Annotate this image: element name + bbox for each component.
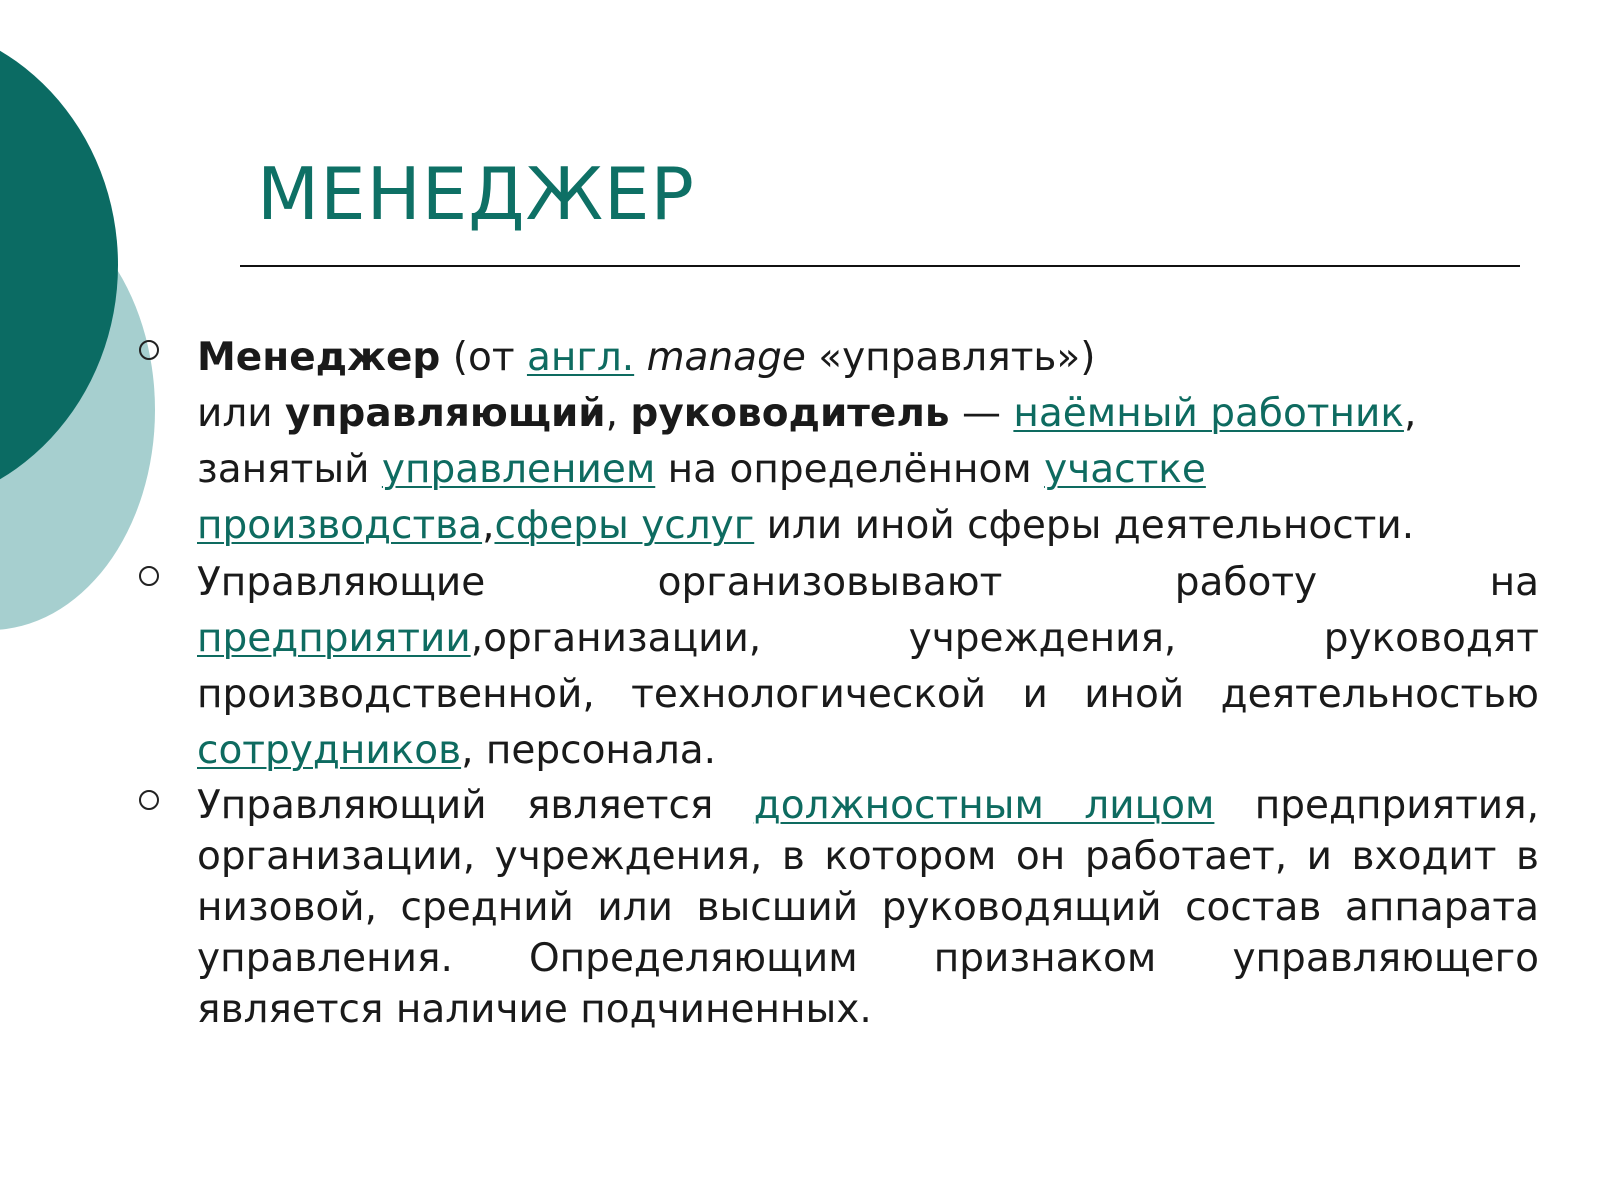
- bullet-icon: [139, 790, 159, 810]
- link-production[interactable]: производства: [197, 503, 483, 548]
- term-manager: Менеджер: [197, 335, 441, 380]
- bullet-icon: [139, 566, 159, 586]
- text: предприятия, организации, учреждения, в котором он работает, и входит в низовой, средний или высший руководящий состав аппарата управления. Определяющим признаком управляющего является наличие подчиненных.: [197, 783, 1539, 1032]
- text: (от: [440, 335, 527, 380]
- text: ,: [605, 391, 631, 436]
- link-official[interactable]: должностным лицом: [753, 783, 1215, 828]
- link-management[interactable]: управлением: [381, 447, 656, 492]
- text: на определённом: [655, 447, 1045, 492]
- term-upravlyayushchiy: управляющий: [285, 391, 606, 436]
- link-english[interactable]: англ.: [526, 335, 635, 380]
- text: «управлять»): [805, 335, 1096, 380]
- text: Управляющие организовывают работу на: [197, 560, 1539, 605]
- bullet-icon: [139, 340, 159, 360]
- title-divider: [240, 265, 1520, 267]
- link-services[interactable]: сферы услуг: [494, 503, 755, 548]
- term-rukovoditel: руководитель: [630, 391, 950, 436]
- official-paragraph: [197, 780, 1539, 1035]
- text: [634, 335, 646, 380]
- text: , персонала.: [461, 728, 717, 773]
- text: ,организации, учреждения, руководят производственной, технологической и иной деятельностью: [197, 616, 1539, 717]
- definition-paragraph: [197, 330, 1539, 554]
- text: или иной сферы деятельности.: [754, 503, 1415, 548]
- link-section[interactable]: участке: [1044, 447, 1206, 492]
- link-employees[interactable]: сотрудников: [197, 728, 462, 773]
- text: Управляющий является: [197, 783, 754, 828]
- text: ,: [482, 503, 495, 548]
- text: , занятый: [197, 391, 1417, 492]
- term-manage: manage: [646, 335, 806, 380]
- link-enterprise[interactable]: предприятии: [197, 616, 471, 661]
- text: —: [949, 391, 1014, 436]
- link-hired-worker[interactable]: наёмный работник: [1013, 391, 1404, 436]
- slide-title: МЕНЕДЖЕР: [257, 152, 695, 236]
- organization-paragraph: [197, 555, 1539, 779]
- text: или: [197, 391, 286, 436]
